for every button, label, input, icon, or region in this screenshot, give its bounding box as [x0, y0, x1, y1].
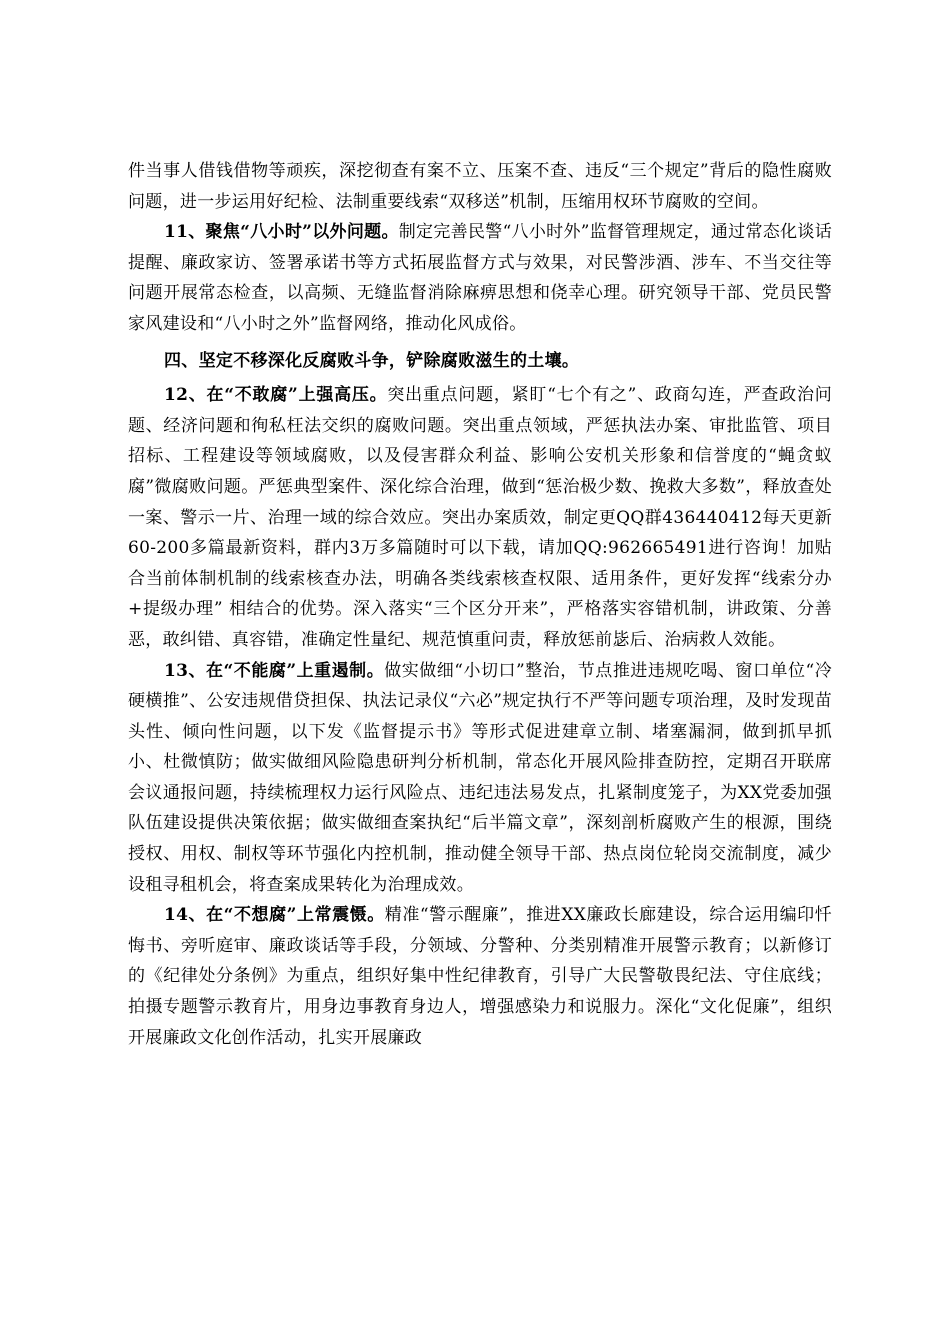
paragraph-lead: 13、在“不能腐”上重遏制。	[164, 660, 385, 681]
paragraph-text: 做实做细“小切口”整治，节点推进违规吃喝、窗口单位“冷硬横推”、公安违规借贷担保、执法记录仪“六必”规定执行不严等问题专项治理，及时发现苗头性、倾向性问题，以下发《监督提示书》等形式促进建章立制、堵塞漏洞，做到抓早抓小、杜微慎防；做实做细风险隐患研判分析机制，常态化开展风险排查防控，定期召开联席会议通报问题，持续梳理权力运行风险点、违纪违法易发点，扎紧制度笼子，为XX党委加强队伍建设提供决策依据；做实做细查案执纪“后半篇文章”，深刻剖析腐败产生的根源，围绕授权、用权、制权等环节强化内控机制，推动健全领导干部、热点岗位轮岗交流制度，减少设租寻租机会，将查案成果转化为治理成效。	[128, 660, 832, 895]
paragraph-text: 制定完善民警“八小时外”监督管理规定，通过常态化谈话提醒、廉政家访、签署承诺书等方式拓展监督方式与效果，对民警涉酒、涉车、不当交往等问题开展常态检查，以高频、无缝监督消除麻痹思想和侥幸心理。研究领导干部、党员民警家风建设和“八小时之外”监督网络，推动化风成俗。	[128, 222, 832, 334]
paragraph-lead: 14、在“不想腐”上常震慑。	[164, 905, 385, 926]
paragraph-text: 精准“警示醒廉”，推进XX廉政长廊建设，综合运用编印忏悔书、旁听庭审、廉政谈话等手段，分领域、分警种、分类别精准开展警示教育；以新修订的《纪律处分条例》为重点，组织好集中性纪律教育，引导广大民警敬畏纪法、守住底线；拍摄专题警示教育片，用身边事教育身边人，增强感染力和说服力。深化“文化促廉”，组织开展廉政文化创作活动，扎实开展廉政	[128, 905, 832, 1048]
paragraph-item-13	[128, 656, 832, 901]
paragraph-text: 突出重点问题，紧盯“七个有之”、政商勾连，严查政治问题、经济问题和徇私枉法交织的腐败问题。突出重点领域，严惩执法办案、审批监管、项目招标、工程建设等领域腐败，以及侵害群众利益、影响公安机关形象和信誉度的“蝇贪蚁腐”微腐败问题。严惩典型案件、深化综合治理，做到“惩治极少数、挽救大多数”，释放查处一案、警示一片、治理一域的综合效应。突出办案质效，制定更QQ群436440412每天更新60-200多篇最新资料，群内3万多篇随时可以下载，请加QQ:962665491进行咨询！加贴合当前体制机制的线索核查办法，明确各类线索核查权限、适用条件，更好发挥“线索分办+提级办理” 相结合的优势。深入落实“三个区分开来”，严格落实容错机制，讲政策、分善恶，敢纠错、真容错，准确定性量纪、规范慎重问责，释放惩前毖后、治病救人效能。	[128, 385, 832, 650]
paragraph-lead: 12、在“不敢腐”上强高压。	[164, 385, 388, 406]
paragraph-item-11	[128, 217, 832, 339]
document-page	[128, 156, 832, 1053]
paragraph-item-14	[128, 900, 832, 1053]
paragraph-item-12	[128, 380, 832, 655]
paragraph-text: 件当事人借钱借物等顽疾，深挖彻查有案不立、压案不查、违反“三个规定”背后的隐性腐败问题，进一步运用好纪检、法制重要线索“双移送”机制，压缩用权环节腐败的空间。	[128, 161, 832, 212]
section-heading-4	[128, 346, 832, 377]
section-heading-text: 四、坚定不移深化反腐败斗争，铲除腐败滋生的土壤。	[164, 350, 580, 371]
paragraph-continuation	[128, 156, 832, 217]
paragraph-lead: 11、聚焦“八小时”以外问题。	[164, 222, 399, 243]
